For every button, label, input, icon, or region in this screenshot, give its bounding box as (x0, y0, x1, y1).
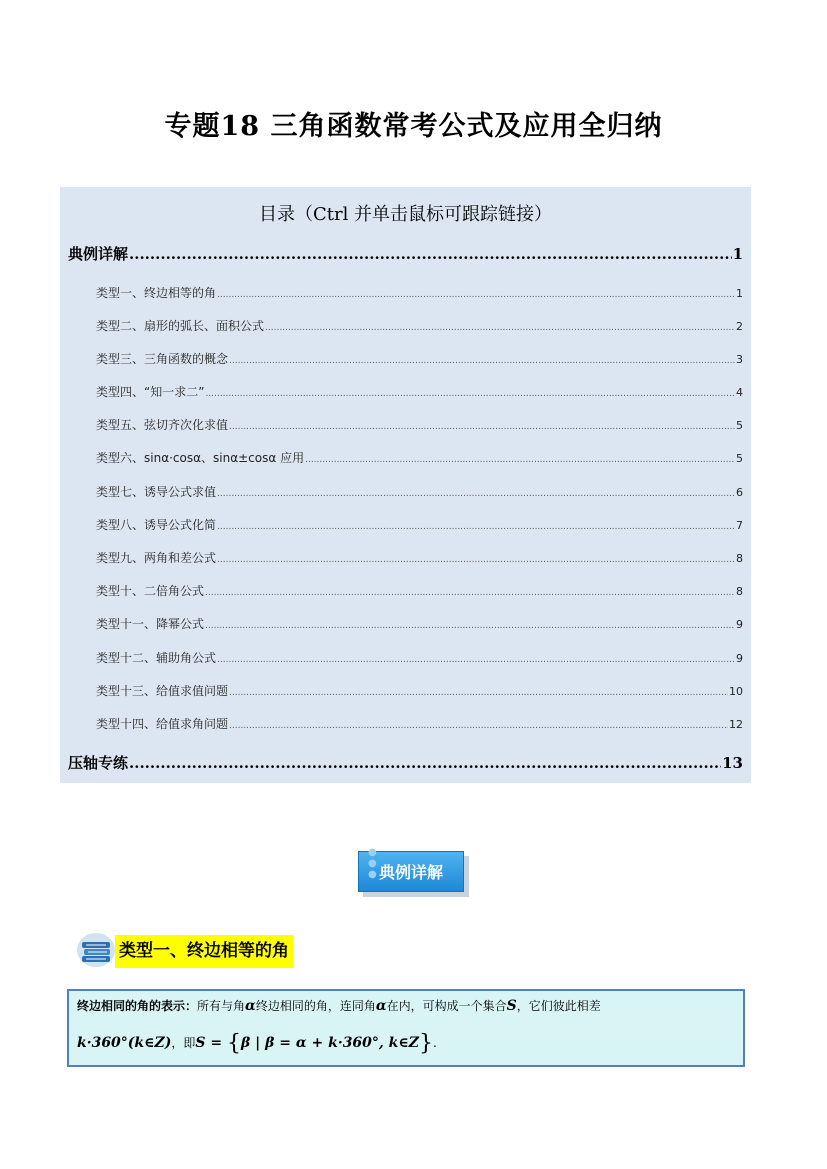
toc-page-number: 5 (736, 419, 743, 432)
set-symbol: S (506, 998, 517, 1014)
toc-leader-dots (217, 489, 735, 499)
toc-entry-label: 类型十二、辅助角公式 (96, 651, 217, 665)
definition-text: 在内，可构成一个集合 (386, 999, 507, 1013)
toc-page-number: 1 (732, 245, 743, 263)
toc-leader-dots (205, 621, 735, 631)
definition-text: ，即 (171, 1036, 196, 1050)
toc-page-number: 2 (736, 320, 743, 333)
toc-page-number: 9 (736, 652, 743, 665)
toc-entry[interactable] (96, 317, 743, 334)
toc-entry-label: 类型十四、给值求角问题 (96, 717, 229, 731)
toc-page-number: 7 (736, 519, 743, 532)
toc-leader-dots (129, 245, 732, 263)
definition-text: ，它们彼此相差 (516, 999, 601, 1013)
toc-page-number: 3 (736, 353, 743, 366)
toc-heading: 目录（Ctrl 并单击鼠标可跟踪链接） (258, 204, 553, 225)
toc-leader-dots (217, 655, 735, 665)
toc-entry[interactable] (96, 449, 743, 466)
books-stack-icon (76, 932, 116, 968)
toc-entry-label: 类型二、扇形的弧长、面积公式 (96, 319, 265, 333)
toc-entry[interactable] (96, 549, 743, 566)
toc-entry-label: 类型一、终边相等的角 (96, 286, 217, 300)
toc-entry[interactable] (96, 649, 743, 666)
toc-entry-label: 类型八、诱导公式化简 (96, 518, 217, 532)
definition-text: 终边相同的角，连同角 (255, 999, 376, 1013)
section-badge-label: 典例详解 (358, 851, 464, 892)
toc-entry-level1[interactable] (68, 243, 743, 264)
toc-entry-label: 类型九、两角和差公式 (96, 551, 217, 565)
left-brace: { (226, 1031, 241, 1056)
toc-page-number: 12 (729, 718, 743, 731)
page-title: 专题18 三角函数常考公式及应用全归纳 (164, 111, 663, 142)
badge-dots-decoration: ● ● ● (368, 847, 378, 880)
toc-page-number: 5 (736, 452, 743, 465)
toc-entry[interactable] (96, 483, 743, 500)
toc-entry-label: 类型十、二倍角公式 (96, 584, 205, 598)
toc-entry-label: 类型十三、给值求值问题 (96, 684, 229, 698)
alpha-symbol: α (375, 998, 387, 1014)
toc-entry[interactable] (96, 615, 743, 632)
set-definition-body: β | β = α + k·360°, k∈Z (240, 1035, 419, 1051)
toc-leader-dots (217, 555, 735, 565)
toc-entry-label: 压轴专练 (68, 754, 129, 772)
toc-leader-dots (205, 588, 735, 598)
toc-entry-label: 类型四、“知一求二” (96, 385, 205, 399)
toc-entry-label: 典例详解 (68, 245, 129, 263)
type-heading-label: 类型一、终边相等的角 (115, 935, 293, 968)
toc-leader-dots (217, 522, 735, 532)
toc-entry[interactable] (96, 416, 743, 433)
toc-entry[interactable] (96, 350, 743, 367)
toc-entry[interactable] (96, 284, 743, 301)
toc-page-number: 9 (736, 618, 743, 631)
toc-entry-label: 类型七、诱导公式求值 (96, 485, 217, 499)
toc-entry[interactable] (96, 715, 743, 732)
toc-entry[interactable] (96, 516, 743, 533)
toc-entry[interactable] (96, 682, 743, 699)
toc-entry-label: 类型三、三角函数的概念 (96, 352, 229, 366)
toc-leader-dots (229, 356, 735, 366)
toc-leader-dots (205, 389, 735, 399)
toc-entry-label: 类型五、弦切齐次化求值 (96, 418, 229, 432)
toc-page-number: 4 (736, 386, 743, 399)
right-brace: } (418, 1031, 433, 1056)
toc-entry-label: 类型六、sinα·cosα、sinα±cosα 应用 (96, 451, 305, 465)
toc-entry-label: 类型十一、降幂公式 (96, 617, 205, 631)
toc-leader-dots (229, 688, 728, 698)
toc-page-number: 13 (722, 754, 743, 772)
toc-leader-dots (217, 290, 735, 300)
set-definition-lhs: S = (195, 1035, 227, 1051)
toc-leader-dots (305, 455, 735, 465)
definition-text: . (432, 1036, 437, 1050)
toc-page-number: 8 (736, 552, 743, 565)
alpha-symbol: α (245, 998, 256, 1014)
toc-entry[interactable] (96, 383, 743, 400)
toc-page-number: 8 (736, 585, 743, 598)
definition-line-2 (77, 1031, 437, 1056)
toc-entry[interactable] (96, 582, 743, 599)
definition-line-1 (77, 997, 601, 1014)
toc-page-number: 10 (729, 685, 743, 698)
toc-leader-dots (265, 323, 735, 333)
table-of-contents (60, 187, 751, 783)
toc-page-number: 6 (736, 486, 743, 499)
difference-expression: k·360°(k∈Z) (77, 1035, 172, 1051)
toc-entry-level1[interactable] (68, 752, 743, 773)
definition-term: 终边相同的角的表示： (77, 999, 198, 1013)
definition-box (67, 989, 745, 1067)
toc-page-number: 1 (736, 287, 743, 300)
definition-text: 所有与角 (197, 999, 246, 1013)
toc-leader-dots (229, 721, 728, 731)
toc-leader-dots (229, 422, 735, 432)
toc-leader-dots (129, 754, 721, 772)
